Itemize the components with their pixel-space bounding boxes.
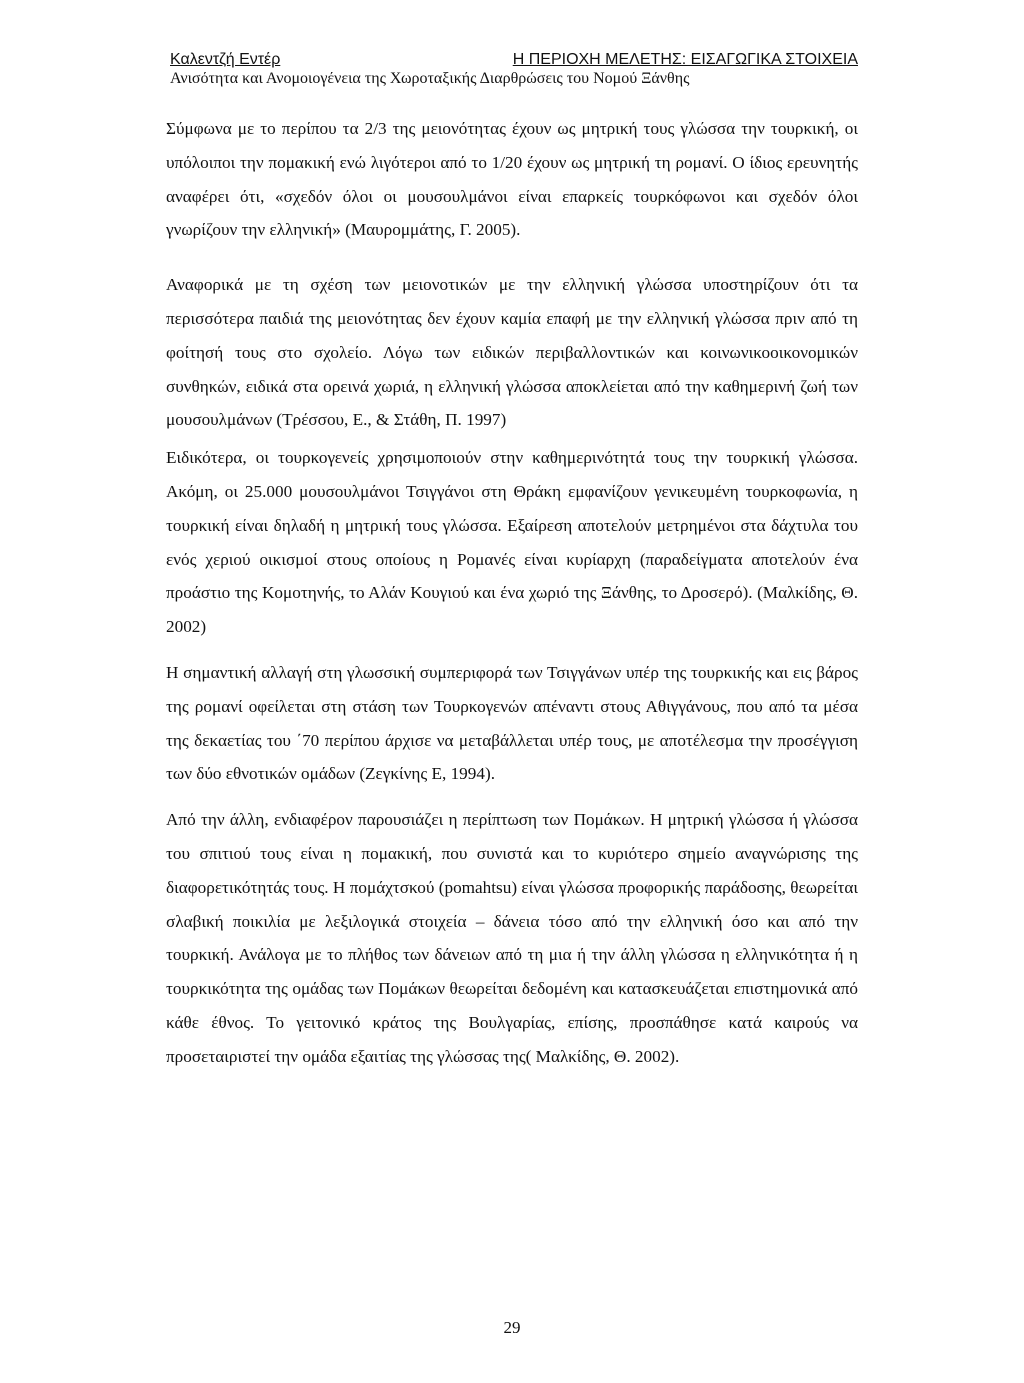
header-top-row [170, 50, 858, 69]
paragraph-4: Η σημαντική αλλαγή στη γλωσσική συμπεριφορά των Τσιγγάνων υπέρ της τουρκικής και εις βάρος της ρομανί οφείλεται στη στάση των Τουρκογενών απέναντι στους Αθιγγάνους, που από τα μέσα της δεκαετίας του ΄70 περίπου άρχισε να μεταβάλλεται υπέρ τους, με αποτέλεσμα την προσέγγιση των δύο εθνοτικών ομάδων (Ζεγκίνης Ε, 1994). [166, 662, 858, 784]
paragraph-3: Ειδικότερα, οι τουρκογενείς χρησιμοποιούν στην καθημερινότητά τους την τουρκική γλώσσα. Ακόμη, οι 25.000 μουσουλμάνοι Τσιγγάνοι στη Θράκη εμφανίζουν γενικευμένη τουρκοφωνία, η τουρκική είναι δηλαδή η μητρική τους γλώσσα. Εξαίρεση αποτελούν μετρημένοι στα δάχτυλα του ενός χεριού οικισμοί στους οποίους η Ρομανές είναι κυρίαρχη (παραδείγματα αποτελούν ένα προάστιο της Κομοτηνής, το Αλάν Κουγιού και ένα χωριό της Ξάνθης, το Δροσερό). (Μαλκίδης, Θ. 2002) [166, 448, 858, 637]
paragraph-5: Από την άλλη, ενδιαφέρον παρουσιάζει η περίπτωση των Πομάκων. Η μητρική γλώσσα ή γλώσσα του σπιτιού τους είναι η πομακική, που συνιστά και το κυριότερο σημείο αναγνώρισης της διαφορετικότητάς τους. Η πομάχτσκού (pomahtsu) είναι γλώσσα προφορικής παράδοσης, θεωρείται σλαβική ποικιλία με λεξιλογικά στοιχεία – δάνεια τόσο από την ελληνική όσο και από την τουρκική. Ανάλογα με το πλήθος των δάνειων από τη μια ή την άλλη γλώσσα η ελληνικότητα ή η τουρκικότητα της ομάδας των Πομάκων θεωρείται δεδομένη και κατασκευάζεται επιστημονικά από κάθε έθνος. Το γειτονικό κράτος της Βουλγαρίας, επίσης, προσπάθησε κατά καιρούς να προσεταιριστεί την ομάδα εξαιτίας της γλώσσας της( Μαλκίδης, Θ. 2002). [166, 810, 858, 1066]
header-subtitle: Ανισότητα και Ανομοιογένεια της Χωροταξικής Διαρθρώσεις του Νομού Ξάνθης [170, 70, 690, 87]
body-text [166, 112, 858, 1074]
header-author: Καλεντζή Εντέρ [170, 51, 281, 68]
header-chapter-title: Η ΠΕΡΙΟΧΗ ΜΕΛΕΤΗΣ: ΕΙΣΑΓΩΓΙΚΑ ΣΤΟΙΧΕΙΑ [512, 51, 858, 68]
paragraph-2: Αναφορικά με τη σχέση των μειονοτικών με την ελληνική γλώσσα υποστηρίζουν ότι τα περισσότερα παιδιά της μειονότητας δεν έχουν καμία επαφή με την ελληνική γλώσσα πριν από τη φοίτησή τους στο σχολείο. Λόγω των ειδικών περιβαλλοντικών και κοινωνικοοικονομικών συνθηκών, ειδικά στα ορεινά χωριά, η ελληνική γλώσσα αποκλείεται από την καθημερινή ζωή των μουσουλμάνων (Τρέσσου, Ε., & Στάθη, Π. 1997) [166, 275, 858, 430]
paragraph-1: Σύμφωνα με το περίπου τα 2/3 της μειονότητας έχουν ως μητρική τους γλώσσα την τουρκική, οι υπόλοιποι την πομακική ενώ λιγότεροι από το 1/20 έχουν ως μητρική τη ρομανί. Ο ίδιος ερευνητής αναφέρει ότι, «σχεδόν όλοι οι μουσουλμάνοι είναι επαρκείς τουρκόφωνοι και σχεδόν όλοι γνωρίζουν την ελληνική» (Μαυρομμάτης, Γ. 2005). [166, 119, 858, 240]
running-header [170, 50, 858, 88]
page-number: 29 [503, 1318, 521, 1337]
